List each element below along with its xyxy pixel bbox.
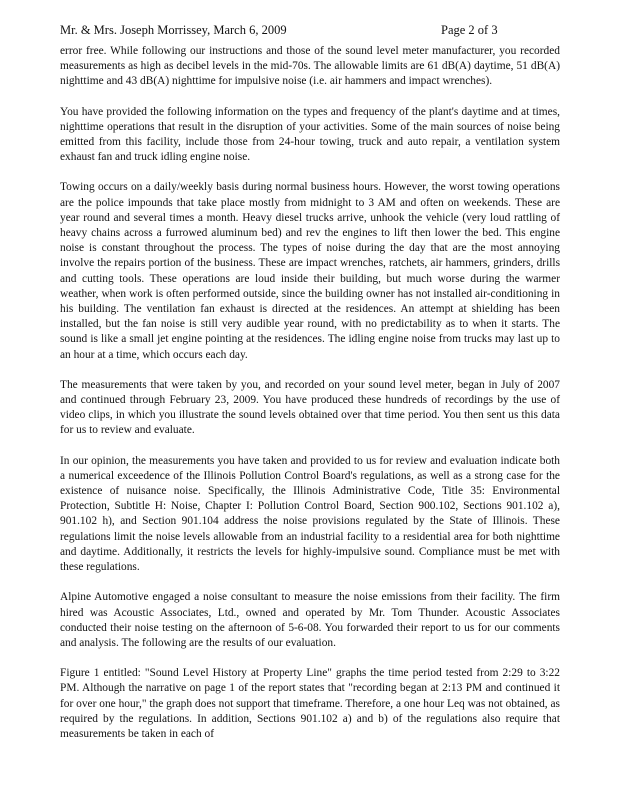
paragraph-regulations-opinion: In our opinion, the measurements you have taken and provided to us for review and evaluation indicate both a numerical exceedence of the Illinois Pollution Control Board's regulations, as well as a strong case for the existence of nuisance noise. Specifically, the Illinois Administrative Code, Title 35: Environmental Protection, Subtitle H: Noise, Chapter I: Pollution Control Board, Section 900.102, Sections 901.102 a), 901.102 h), and Section 901.104 address the noise provisions regulated by the State of Illinois. These regulations limit the noise levels allowable from an industrial facility to a residential area for both nighttime and daytime. Additionally, it restricts the levels for highly-impulsive sound. Compliance must be met with these regulations. [60, 454, 560, 574]
paragraph-measurement-history: The measurements that were taken by you, and recorded on your sound level meter, began in July of 2007 and continued through February 23, 2009. You have produced these hundreds of recordings by the use of video clips, in which you illustrate the sound levels obtained over that time period. You then sent us this data for us to review and evaluate. [60, 378, 560, 437]
paragraph-towing-operations: Towing occurs on a daily/weekly basis during normal business hours. However, the worst towing operations are the police impounds that take place mostly from midnight to 3 AM and often on weekends. These are year round and several times a month. Heavy diesel trucks arrive, unhook the vehicle (very loud rattling of heavy chains across a furrowed aluminum bed) and rev the engines to lift then lower the bed. This engine noise is constant throughout the process. The types of noise during the day that are the most annoying involve the repairs portion of the business. These are impact wrenches, ratchets, air hammers, grinders, drills and cutting tools. These operations are loud inside their building, but much worse during the warmer weather, when work is often performed outside, since the building owner has not installed air-conditioning in his building. The ventilation fan exhaust is directed at the residences. An attempt at shielding has been installed, but the fan noise is still very audible year round, with no predictability as to when it starts. The sound is like a small jet engine pointing at the residences. The idling engine noise from trucks may last up to an hour at a time, which occurs each day. [60, 181, 560, 361]
header-recipient-date: Mr. & Mrs. Joseph Morrissey, March 6, 2009 [60, 23, 287, 37]
paragraph-noise-sources: You have provided the following information on the types and frequency of the plant's daytime and at times, nighttime operations that result in the disruption of your activities. Some of the main sources of noise being emitted from this facility, include those from 24-hour towing, truck and auto repair, a ventilation system exhaust fan and truck idling engine noise. [60, 105, 560, 164]
letter-body [60, 44, 560, 757]
header-page-number: Page 2 of 3 [441, 23, 498, 37]
paragraph-consultant: Alpine Automotive engaged a noise consultant to measure the noise emissions from their facility. The firm hired was Acoustic Associates, Ltd., owned and operated by Mr. Tom Thunder. Acoustic Associates conducted their noise testing on the afternoon of 5-6-08. You forwarded their report to us for our comments and analysis. The following are the results of our evaluation. [60, 591, 560, 649]
paragraph-measurement-limits: error free. While following our instructions and those of the sound level meter manufacturer, you recorded measurements as high as decibel levels in the mid-70s. The allowable limits are 61 dB(A) daytime, 51 dB(A) nighttime and 43 dB(A) nighttime for impulsive noise (i.e. air hammers and impact wrenches). [60, 45, 560, 88]
paragraph-figure-evaluation: Figure 1 entitled: "Sound Level History at Property Line" graphs the time period tested from 2:29 to 3:22 PM. Although the narrative on page 1 of the report states that "recording began at 2:13 PM and continued it for over one hour," the graph does not support that timeframe. Therefore, a one hour Leq was not obtained, as required by the regulations. In addition, Sections 901.102 a) and b) of the regulations also require that measurements be taken in each of [60, 667, 560, 740]
page-header [60, 22, 564, 38]
